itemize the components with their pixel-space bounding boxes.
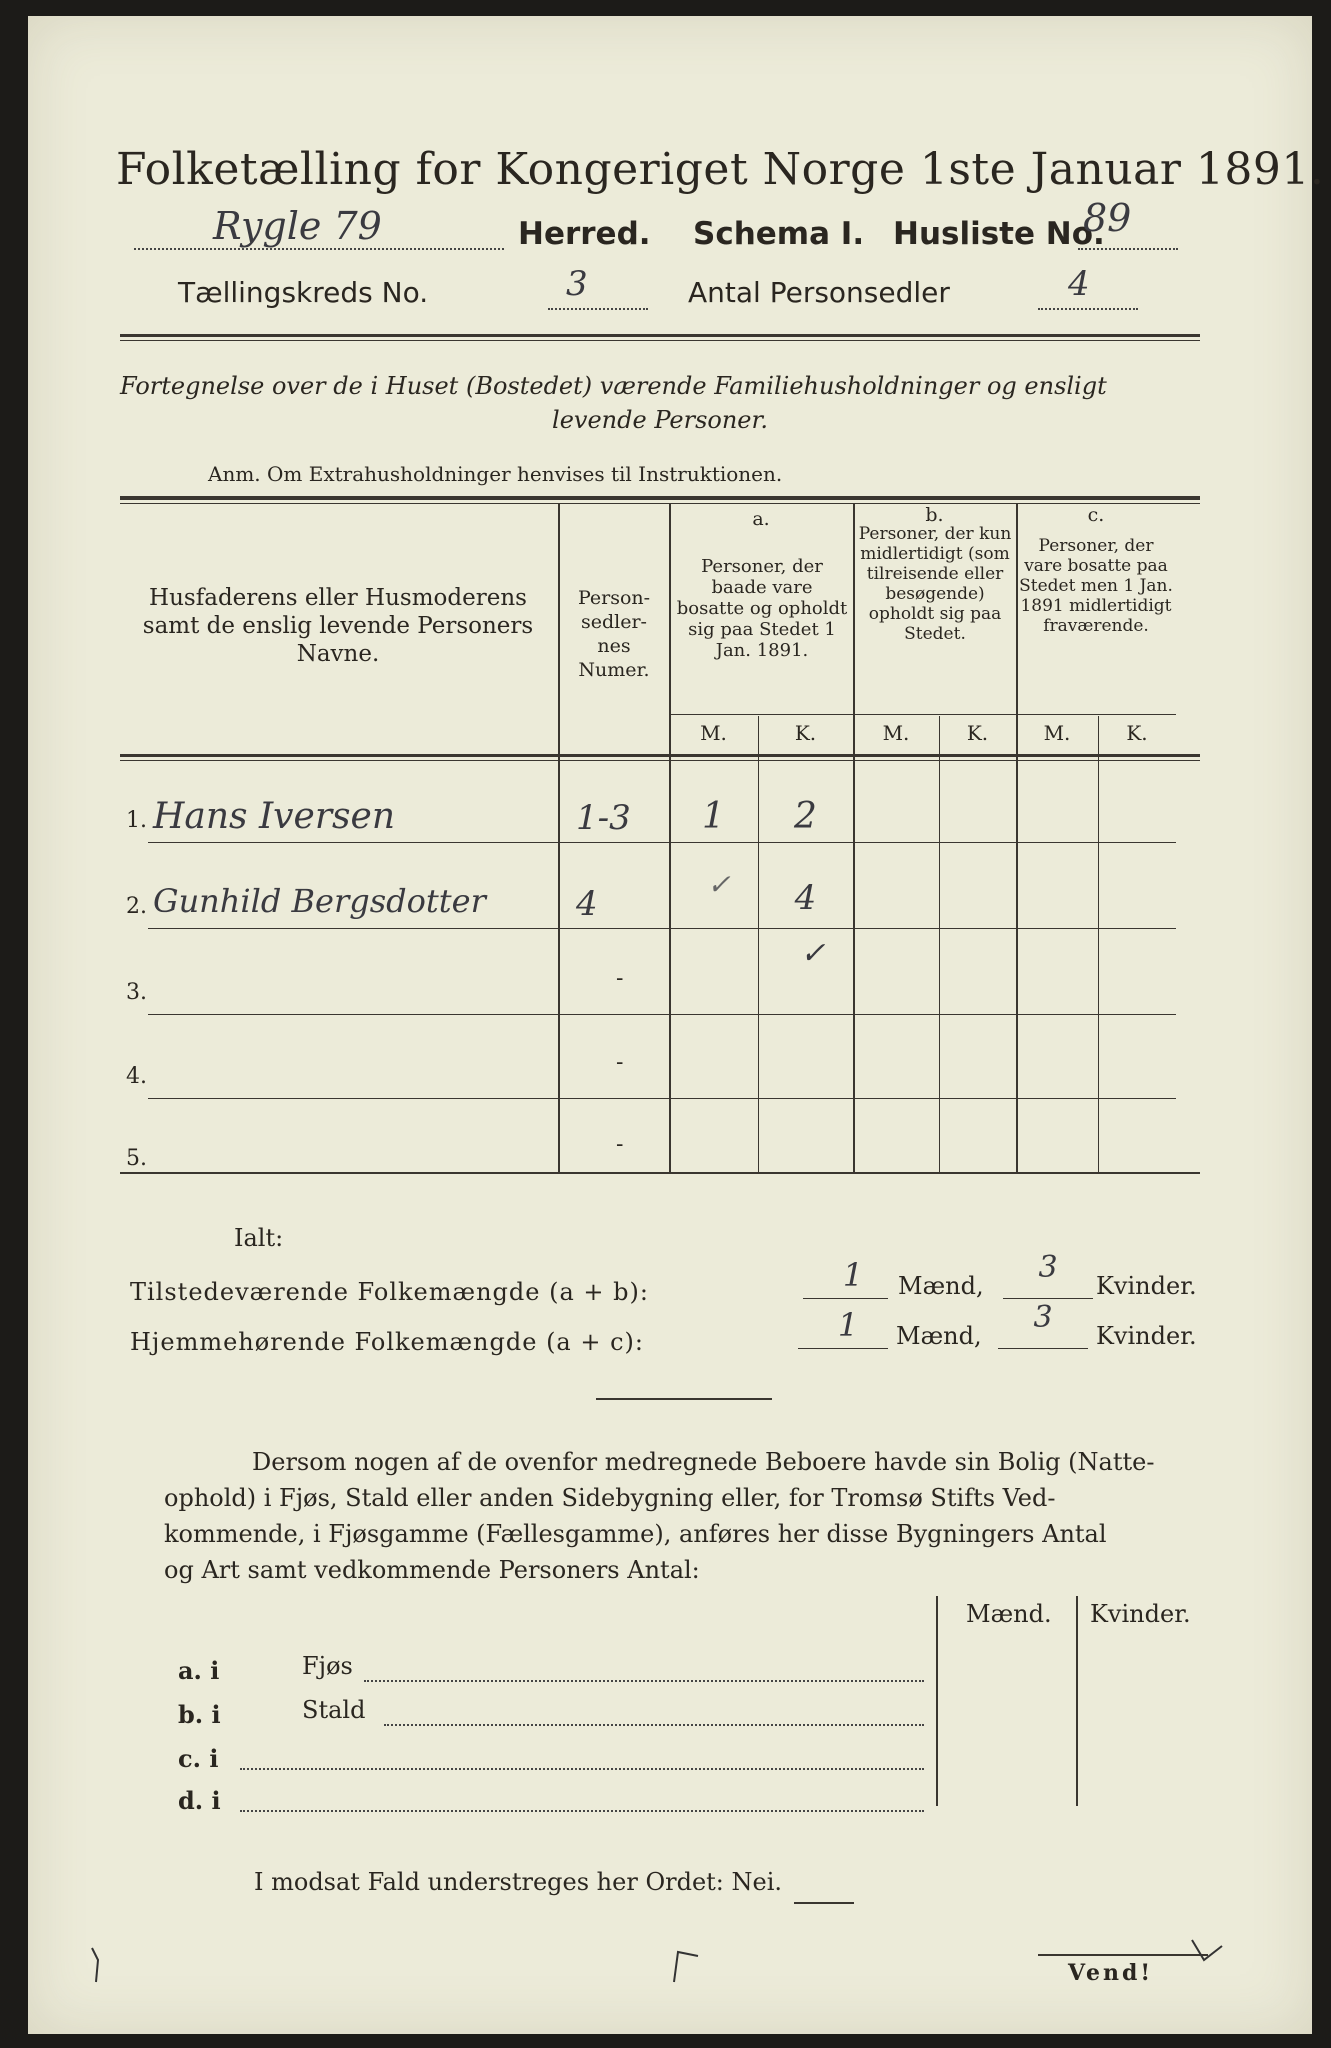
taellingskreds-dotted-line — [548, 308, 648, 310]
col-c-header: Personer, der vare bosatte paa Stedet men 1 Jan. 1891 midlertidigt fraværende. — [1019, 536, 1173, 636]
row-4-number: 4. — [126, 1064, 147, 1089]
tilstede-maend-label: Mænd, — [898, 1272, 984, 1300]
bottom-row-d-dots — [240, 1810, 924, 1812]
paragraph-line-4: og Art samt vedkommende Personers Antal: — [164, 1556, 700, 1584]
tilstede-kvinder: 3 — [1038, 1250, 1058, 1285]
pen-mark-center — [668, 1946, 708, 1986]
col-c-letter: c. — [1087, 504, 1105, 526]
vend-rule — [1038, 1954, 1208, 1956]
row-2-num: 4 — [576, 884, 598, 924]
bottom-row-b-dots — [384, 1724, 924, 1726]
row-2-rule-name — [148, 928, 558, 929]
herred-label: Herred. — [518, 216, 651, 252]
row-2-number: 2. — [126, 894, 147, 919]
b-m-label: M. — [882, 721, 910, 745]
row-3-rule — [148, 1014, 1176, 1015]
pen-mark-right — [1188, 1936, 1228, 1966]
b-k-label: K. — [966, 721, 989, 745]
pen-mark-left — [88, 1946, 108, 1986]
col-line-1 — [558, 504, 560, 1174]
bottom-maend-header: Mænd. — [966, 1600, 1052, 1628]
subtitle-line2: levende Personer. — [552, 406, 768, 434]
footer-note: I modsat Fald understreges her Ordet: Nei. — [254, 1868, 783, 1896]
nei-underline — [794, 1902, 854, 1904]
row-2-a-m: ✓ — [707, 868, 731, 901]
row-1-a-m: 1 — [702, 796, 725, 837]
row-4-rule — [148, 1098, 1176, 1099]
husliste-label: Husliste No. — [893, 216, 1105, 252]
c-k-label: K. — [1126, 721, 1148, 745]
tilstede-kvinder-line — [1003, 1298, 1093, 1299]
bottom-row-b-label: Stald — [302, 1696, 366, 1724]
row-2-rule — [560, 928, 1176, 929]
row-1-a-k: 2 — [794, 796, 817, 837]
subtitle-line1: Fortegnelse over de i Huset (Bostedet) værende Familiehusholdninger og ensligt — [120, 372, 1107, 400]
bottom-kvinder-header: Kvinder. — [1090, 1600, 1191, 1628]
schema-label: Schema I. — [693, 216, 865, 252]
hjemme-maend-label: Mænd, — [896, 1322, 982, 1350]
row-2-a-k: 4 — [794, 878, 817, 918]
col-b-header: Personer, der kun midlertidigt (som tilreisende eller besøgende) opholdt sig paa Stedet. — [858, 524, 1012, 644]
bottom-row-b-prefix: b. i — [178, 1700, 221, 1729]
taellingskreds-value: 3 — [566, 264, 588, 304]
bottom-row-c-prefix: c. i — [178, 1744, 219, 1773]
row-5-num: - — [616, 1132, 624, 1157]
taellingskreds-label: Tællingskreds No. — [178, 276, 429, 309]
hjemme-kvinder-label: Kvinder. — [1096, 1322, 1197, 1350]
herred-value: Rygle 79 — [213, 204, 382, 248]
row-1-name: Hans Iversen — [153, 796, 395, 837]
husliste-dotted-line — [1078, 248, 1178, 250]
row-1-rule — [560, 842, 1176, 843]
row-5-number: 5. — [126, 1146, 147, 1171]
c-m-label: M. — [1043, 721, 1071, 745]
col-line-b-mk — [939, 716, 940, 1174]
hjemme-label: Hjemmehørende Folkemængde (a + c): — [130, 1328, 644, 1356]
a-k-label: K. — [794, 721, 817, 745]
bottom-row-a-label: Fjøs — [302, 1652, 353, 1680]
antal-dotted-line — [1038, 308, 1138, 310]
bottom-col-line-1 — [936, 1596, 938, 1806]
hjemme-maend: 1 — [837, 1306, 859, 1344]
row-3-a-k: ✓ — [800, 936, 826, 971]
col-line-c-mk — [1098, 716, 1099, 1174]
tilstede-maend: 1 — [842, 1256, 864, 1294]
col-num-header: Person-sedler-nes Numer. — [577, 587, 651, 681]
paragraph-line-1: Dersom nogen af de ovenfor medregnede Beboere havde sin Bolig (Natte- — [252, 1448, 1155, 1476]
tilstede-maend-line — [803, 1298, 888, 1299]
col-line-3 — [853, 504, 855, 1174]
row-1-num: 1-3 — [576, 798, 631, 838]
tilstede-label: Tilstedeværende Folkemængde (a + b): — [130, 1278, 649, 1306]
bottom-row-a-dots — [364, 1680, 924, 1682]
row-3-num: - — [616, 966, 624, 991]
herred-dotted-line — [134, 248, 504, 250]
row-1-number: 1. — [126, 808, 147, 833]
hjemme-kvinder-line — [998, 1348, 1088, 1349]
col-a-header: Personer, der baade vare bosatte og opholdt sig paa Stedet 1 Jan. 1891. — [676, 556, 848, 661]
husliste-value: 89 — [1083, 196, 1132, 240]
vend-label: Vend! — [1068, 1960, 1154, 1986]
form-title: Folketælling for Kongeriget Norge 1ste Januar 1891. — [116, 144, 1325, 195]
section-divider — [596, 1398, 772, 1400]
ialt-label: Ialt: — [234, 1224, 284, 1252]
row-4-num: - — [616, 1050, 624, 1075]
anm-note: Anm. Om Extrahusholdninger henvises til Instruktionen. — [208, 462, 783, 486]
top-rule-thin — [120, 340, 1200, 341]
row-3-number: 3. — [126, 980, 147, 1005]
antal-label: Antal Personsedler — [688, 276, 950, 309]
header-bottom-rule-thin — [120, 760, 1200, 761]
top-rule — [120, 334, 1200, 337]
hjemme-kvinder: 3 — [1033, 1300, 1053, 1335]
table-top-rule — [120, 496, 1200, 500]
hjemme-maend-line — [798, 1348, 888, 1349]
bottom-row-d-prefix: d. i — [178, 1786, 221, 1815]
row-1-rule-name — [148, 842, 558, 843]
antal-value: 4 — [1068, 264, 1090, 304]
bottom-row-c-dots — [240, 1768, 924, 1770]
census-form — [28, 16, 1325, 2034]
col-line-2 — [669, 504, 671, 1174]
col-name-header: Husfaderens eller Husmoderens samt de enslig levende Personers Navne. — [142, 585, 534, 667]
mk-top-rule — [669, 714, 1176, 715]
bottom-col-line-2 — [1076, 1596, 1078, 1806]
col-b-letter: b. — [925, 504, 944, 526]
tilstede-kvinder-label: Kvinder. — [1096, 1272, 1197, 1300]
a-m-label: M. — [700, 721, 727, 745]
row-2-name: Gunhild Bergsdotter — [153, 882, 486, 920]
paragraph-line-2: ophold) i Fjøs, Stald eller anden Sidebygning eller, for Tromsø Stifts Ved- — [164, 1484, 1056, 1512]
paragraph-line-3: kommende, i Fjøsgamme (Fællesgamme), anføres her disse Bygningers Antal — [164, 1520, 1107, 1548]
bottom-row-a-prefix: a. i — [178, 1656, 220, 1685]
table-bottom-rule — [120, 1172, 1200, 1174]
col-a-letter: a. — [752, 508, 770, 530]
header-bottom-rule — [120, 754, 1200, 757]
